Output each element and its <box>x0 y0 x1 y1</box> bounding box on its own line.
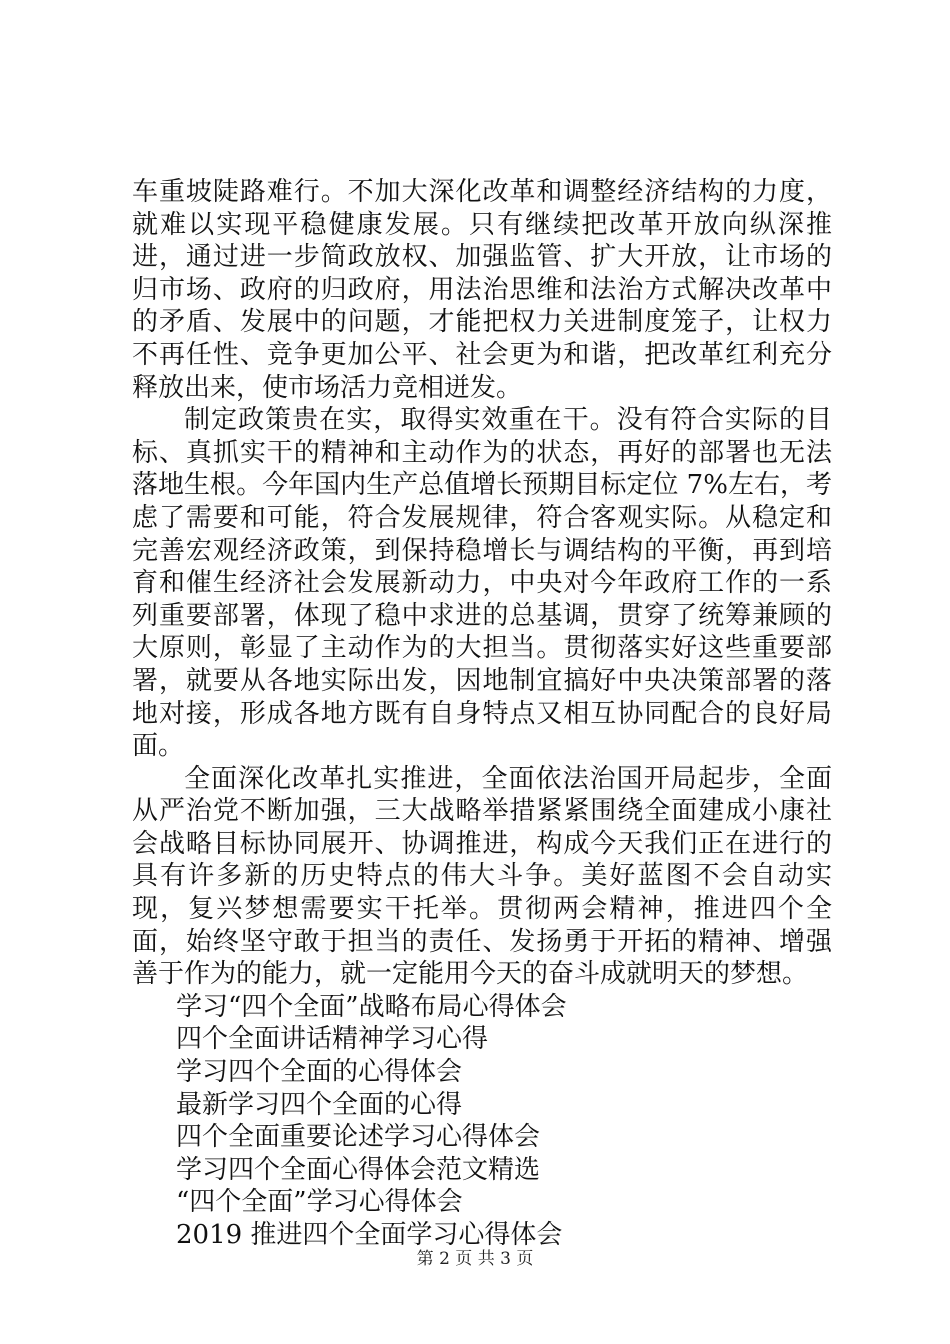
related-article-link[interactable]: 2019 推进四个全面学习心得体会 <box>176 1220 563 1250</box>
page-footer: 第 2 页 共 3 页 <box>416 1249 534 1269</box>
paragraph-2: 制定政策贵在实，取得实效重在干。没有符合实际的目标、真抓实干的精神和主动作为的状态，再好的部署也无法落地生根。今年国内生产总值增长预期目标定位 7%左右，考虑了需要和可能，符合发展规律，符合客观实际。从稳定和完善宏观经济政策，到保持稳增长与调结构的平衡，再到培育和催生经济社会发展新动力，中央对今年政府工作的一系列重要部署，体现了稳中求进的总基调，贯穿了统筹兼顾的大原则，彰显了主动作为的大担当。贯彻落实好这些重要部署，就要从各地实际出发，因地制宜搞好中央决策部署的落地对接，形成各地方既有自身特点又相互协同配合的良好局面。 <box>132 405 832 762</box>
document-body <box>132 176 832 1252</box>
related-article-link[interactable]: 四个全面重要论述学习心得体会 <box>176 1122 541 1153</box>
related-articles-list <box>132 991 832 1252</box>
related-article-link[interactable]: “四个全面”学习心得体会 <box>176 1187 463 1218</box>
related-article-link[interactable]: 学习四个全面的心得体会 <box>176 1057 463 1088</box>
paragraph-3: 全面深化改革扎实推进，全面依法治国开局起步，全面从严治党不断加强，三大战略举措紧紧围绕全面建成小康社会战略目标协同展开、协调推进，构成今天我们正在进行的具有许多新的历史特点的伟大斗争。美好蓝图不会自动实现，复兴梦想需要实干托举。贯彻两会精神，推进四个全面，始终坚守敢于担当的责任、发扬勇于开拓的精神、增强善于作为的能力，就一定能用今天的奋斗成就明天的梦想。 <box>132 763 832 990</box>
related-article-link[interactable]: 最新学习四个全面的心得 <box>176 1089 463 1120</box>
related-article-link[interactable]: 学习四个全面心得体会范文精选 <box>176 1154 541 1185</box>
related-article-link[interactable]: 四个全面讲话精神学习心得 <box>176 1024 489 1055</box>
related-article-link[interactable]: 学习“四个全面”战略布局心得体会 <box>176 991 567 1022</box>
paragraph-1: 车重坡陡路难行。不加大深化改革和调整经济结构的力度，就难以实现平稳健康发展。只有继续把改革开放向纵深推进，通过进一步简政放权、加强监管、扩大开放，让市场的归市场、政府的归政府，用法治思维和法治方式解决改革中的矛盾、发展中的问题，才能把权力关进制度笼子，让权力不再任性、竞争更加公平、社会更为和谐，把改革红利充分释放出来，使市场活力竞相迸发。 <box>132 177 832 403</box>
